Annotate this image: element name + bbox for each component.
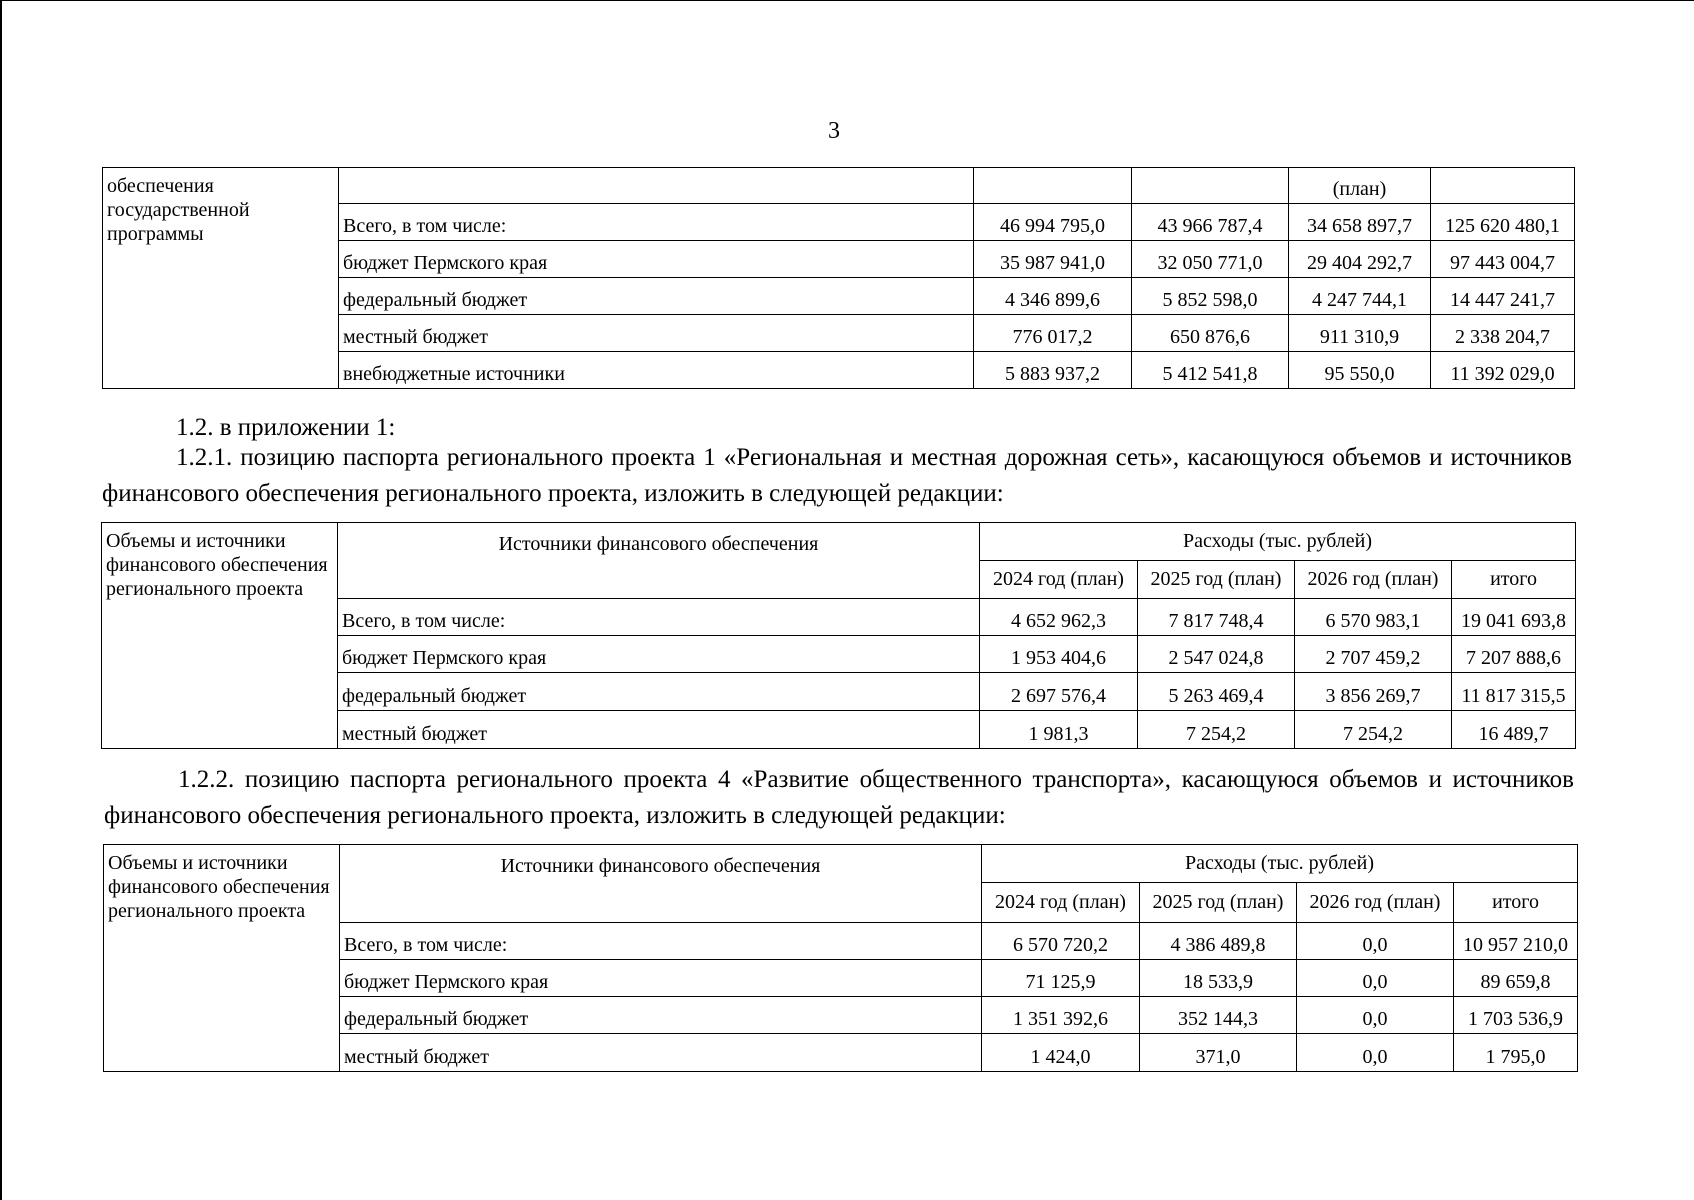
cell-total: 97 443 004,7 <box>1431 241 1575 278</box>
row-label: бюджет Пермского края <box>339 241 974 278</box>
financing-table-state-program <box>102 167 1575 389</box>
row-label: федеральный бюджет <box>338 673 980 711</box>
row-label: федеральный бюджет <box>340 997 982 1034</box>
financing-table-project-1 <box>101 522 1576 749</box>
financing-table-project-4 <box>103 844 1578 1072</box>
cell-total: 16 489,7 <box>1452 711 1576 749</box>
cell-total: 7 207 888,6 <box>1452 636 1576 673</box>
expenses-header: Расходы (тыс. рублей) <box>980 523 1576 561</box>
column-header-2026: 2026 год (план) <box>1297 883 1454 923</box>
sources-header: Источники финансового обеспечения <box>340 845 982 923</box>
cell-2026: 4 247 744,1 <box>1289 278 1431 315</box>
paragraph-1-2-1: 1.2.1. позицию паспорта регионального проекта 1 «Региональная и местная дорожная сеть», касающуюся объемов и источников финансового обеспечения регионального проекта, изложить в следующей редакции: <box>102 444 1572 507</box>
cell-total: 11 817 315,5 <box>1452 673 1576 711</box>
cell-2025: 7 254,2 <box>1138 711 1295 749</box>
cell-2026: 3 856 269,7 <box>1295 673 1452 711</box>
cell-2024: 4 652 962,3 <box>980 599 1138 636</box>
cell-2026: 0,0 <box>1297 960 1454 997</box>
scan-edge-left <box>0 0 2 1200</box>
sources-header: Источники финансового обеспечения <box>338 523 980 599</box>
cell-2026: 911 310,9 <box>1289 315 1431 352</box>
cell-2026: 34 658 897,7 <box>1289 204 1431 241</box>
cell-2024: 5 883 937,2 <box>974 352 1132 389</box>
cell-total: 19 041 693,8 <box>1452 599 1576 636</box>
cell-2026: 0,0 <box>1297 923 1454 960</box>
column-header-2025: 2025 год (план) <box>1138 561 1295 599</box>
row-label: Всего, в том числе: <box>340 923 982 960</box>
cell-2025: 43 966 787,4 <box>1132 204 1289 241</box>
cell-total: 2 338 204,7 <box>1431 315 1575 352</box>
expenses-header: Расходы (тыс. рублей) <box>982 845 1578 883</box>
cell-2024: 35 987 941,0 <box>974 241 1132 278</box>
cell-total: 11 392 029,0 <box>1431 352 1575 389</box>
column-header-2024: 2024 год (план) <box>982 883 1140 923</box>
table-left-label: Объемы и источники финансового обеспечения регионального проекта <box>104 845 340 1072</box>
cell-2025: 32 050 771,0 <box>1132 241 1289 278</box>
row-label: внебюджетные источники <box>339 352 974 389</box>
column-header-2024: 2024 год (план) <box>980 561 1138 599</box>
cell-total: 1 703 536,9 <box>1454 997 1578 1034</box>
row-label: местный бюджет <box>339 315 974 352</box>
cell-total: 14 447 241,7 <box>1431 278 1575 315</box>
cell-2026: 6 570 983,1 <box>1295 599 1452 636</box>
row-label: Всего, в том числе: <box>339 204 974 241</box>
header-cell-plan: (план) <box>1289 168 1431 204</box>
table-left-label: обеспечения государственной программы <box>103 168 339 389</box>
scan-edge-top <box>0 0 1694 1</box>
cell-total: 10 957 210,0 <box>1454 923 1578 960</box>
paragraph-1-2: 1.2. в приложении 1: <box>176 414 396 441</box>
cell-2024: 4 346 899,6 <box>974 278 1132 315</box>
cell-2024: 1 351 392,6 <box>982 997 1140 1034</box>
cell-2025: 2 547 024,8 <box>1138 636 1295 673</box>
cell-2025: 7 817 748,4 <box>1138 599 1295 636</box>
column-header-2026: 2026 год (план) <box>1295 561 1452 599</box>
row-label: Всего, в том числе: <box>338 599 980 636</box>
table-header-row <box>103 168 1575 204</box>
cell-2024: 6 570 720,2 <box>982 923 1140 960</box>
column-header-total: итого <box>1454 883 1578 923</box>
cell-total: 125 620 480,1 <box>1431 204 1575 241</box>
cell-2025: 18 533,9 <box>1140 960 1297 997</box>
cell-2026: 95 550,0 <box>1289 352 1431 389</box>
cell-2025: 650 876,6 <box>1132 315 1289 352</box>
cell-2026: 7 254,2 <box>1295 711 1452 749</box>
row-label: местный бюджет <box>340 1034 982 1072</box>
table-header-row <box>102 523 1576 561</box>
row-label: местный бюджет <box>338 711 980 749</box>
cell-2026: 0,0 <box>1297 997 1454 1034</box>
row-label: федеральный бюджет <box>339 278 974 315</box>
cell-2026: 29 404 292,7 <box>1289 241 1431 278</box>
column-header-total: итого <box>1452 561 1576 599</box>
cell-2024: 2 697 576,4 <box>980 673 1138 711</box>
row-label: бюджет Пермского края <box>340 960 982 997</box>
cell-2025: 371,0 <box>1140 1034 1297 1072</box>
cell-total: 1 795,0 <box>1454 1034 1578 1072</box>
cell-2024: 71 125,9 <box>982 960 1140 997</box>
cell-2024: 46 994 795,0 <box>974 204 1132 241</box>
cell-2024: 776 017,2 <box>974 315 1132 352</box>
cell-2025: 4 386 489,8 <box>1140 923 1297 960</box>
cell-2025: 5 412 541,8 <box>1132 352 1289 389</box>
page-number: 3 <box>828 118 840 144</box>
cell-2024: 1 424,0 <box>982 1034 1140 1072</box>
cell-total: 89 659,8 <box>1454 960 1578 997</box>
paragraph-1-2-2: 1.2.2. позицию паспорта регионального проекта 4 «Развитие общественного транспорта», касающуюся объемов и источников финансового обеспечения регионального проекта, изложить в следующей редакции: <box>104 766 1574 829</box>
cell-2026: 0,0 <box>1297 1034 1454 1072</box>
row-label: бюджет Пермского края <box>338 636 980 673</box>
cell-2026: 2 707 459,2 <box>1295 636 1452 673</box>
cell-2025: 352 144,3 <box>1140 997 1297 1034</box>
table-left-label: Объемы и источники финансового обеспечения регионального проекта <box>102 523 338 749</box>
cell-2024: 1 953 404,6 <box>980 636 1138 673</box>
cell-2024: 1 981,3 <box>980 711 1138 749</box>
cell-2025: 5 263 469,4 <box>1138 673 1295 711</box>
table-header-row <box>104 845 1578 883</box>
cell-2025: 5 852 598,0 <box>1132 278 1289 315</box>
column-header-2025: 2025 год (план) <box>1140 883 1297 923</box>
